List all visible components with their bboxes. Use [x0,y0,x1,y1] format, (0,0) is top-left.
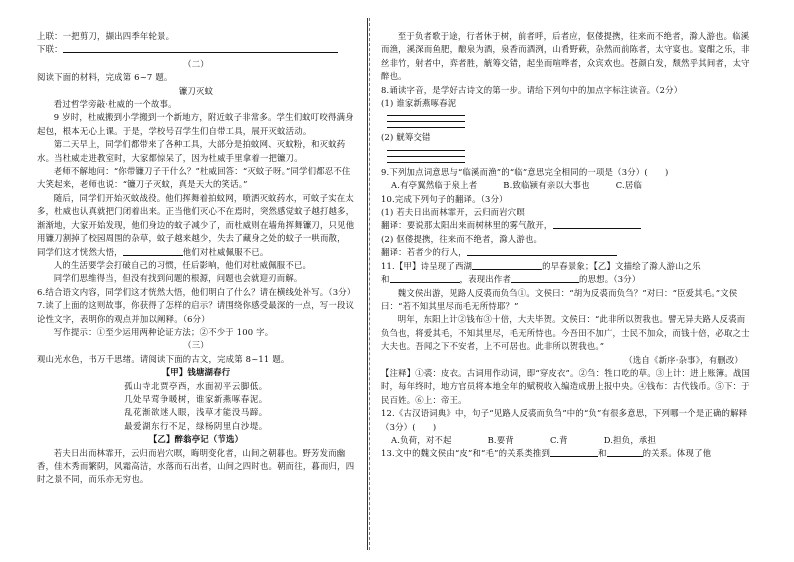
pinyin-line[interactable] [387,157,465,163]
poem-line: 最爱湖东行不足，绿杨阴里白沙堤。 [124,420,268,431]
q11-blank-3[interactable] [511,273,579,283]
couplet-lower-blank[interactable] [63,43,338,53]
story-para: 9 岁时，杜威搬到小学搬到一个新地方，附近蚊子非常多。学生们蚊叮咬得满身起包，根本无心上课。于是，学校号召学生们自带工具，展开灭蚊活动。 [37,112,354,136]
right-column [381,30,753,461]
translation-2-blank[interactable] [467,246,617,256]
section2-title: （二） [183,58,209,69]
translation-1-blank[interactable] [553,219,641,229]
question-8: 8.诵读字音，是学好古诗文的第一步。请给下列句中的加点字标注读音。（2分） [381,84,683,95]
section3-title: （三） [183,340,209,351]
story-answer-blank[interactable] [123,246,183,256]
question-12: 12.《古汉语词典》中，句子“见路人反裘而负刍”中的“负”有很多意思，下列哪一个是正确的解释（3分）( ) [381,408,748,432]
question-11: 11.【甲】诗呈现了西湖 的早春景象；【乙】文描绘了滁人游山之乐 [381,260,701,271]
question-13: 13.文中的魏文侯由“皮”和“毛”的关系类推到 和 的关系。体现了他 [381,448,712,459]
question-9: 9.下列加点词意思与“临溪而渔”的“临”意思完全相同的一项是（3分）( ) [381,166,669,177]
column-divider [367,18,368,550]
poem-title: 【甲】钱塘湖春行 [161,367,231,378]
q13-blank-2[interactable] [607,447,643,457]
option-a[interactable]: A.负荷，对不起 [391,434,452,445]
translation-2: 翻译：若者少的行人， [381,246,753,259]
translation-1: 翻译：要说那太阳出来而树林里的雾气散开， [381,219,753,232]
story-para: 同学们思维得当，但没有找到问题的根源，问题也会就迎刃而解。 [53,273,303,284]
option-b[interactable]: B.要背 [487,434,514,445]
passage-c: 魏文侯出游，见路人反裘而负刍①。文侯曰：“胡为反裘而负刍？”对曰：“臣爱其毛。”文侯曰：“若不知其里尽而毛无所恃耶？” [381,287,738,311]
passage-c-cont: 明年，东阳上计②钱布③十倍，大夫毕贺。文侯曰：“此非所以贺我也。譬无异夫路人反裘而负刍也，将爱其毛，不知其里尽，毛无所恃也。今吾田不加广，士民不加众，而钱十倍，必取之士大夫也。吾闻之下不安者，上不可居也。此非所以贺我也。” [381,314,750,352]
story-title: 镰刀灭蚊 [178,85,214,96]
essay-text: 若夫日出而林霏开，云归而岩穴暝，晦明变化者，山间之朝暮也。野芳发而幽香，佳木秀而繁阴，风霜高洁，水落而石出者，山间之四时也。朝而往，暮而归，四时之景不同，而乐亦无穷也。 [37,447,355,485]
question-10-item-1: (1) 若夫日出而林霏开，云归而岩穴暝 [381,207,525,218]
story-para: 看过哲学旁敲·杜威的一个故事。 [53,99,177,110]
passage-source: （选自《新序·杂事》，有删改） [624,354,743,365]
couplet-lower: 下联： [37,43,355,56]
question-11-cont: 和 ，表现出作者 的思想。（3分） [381,274,641,285]
question-10-item-2: (2) 伛偻提携，往来而不绝者，滁人游也。 [381,233,543,244]
column-divider-dashed [369,18,370,550]
question-7-requirement: 写作提示：①至少运用两种论证方法；②不少于 100 字。 [53,326,274,337]
couplet-upper: 上联：一把剪刀，撷出四季年轮景。 [37,31,175,41]
annotation-note: 【注释】①裘：皮衣。古词用作动词，即“穿皮衣”。②刍：牲口吃的草。③上计：进上账簿。战国时，每年终时，地方官员将本地全年的赋税收入编造成册上报中央。④钱布：古代钱币。⑤下：于民百姓。⑥上：帝王。 [381,367,751,405]
essay-text-continued: 至于负者歌于途，行者休于树，前者呼，后者应，伛偻提携，往来而不绝者，滁人游也。临溪而渔，溪深而鱼肥，酿泉为酒，泉香而酒洌，山肴野蔌，杂然而前陈者，太守宴也。宴酣之乐，非丝非竹，射者中，弈者胜，觥筹交错，起坐而喧哗者，众宾欢也。苍颜白发，颓然乎其间者，太守醉也。 [381,31,750,82]
option-c[interactable]: C.背 [549,434,568,445]
question-7: 7.读了上面的这则故事，你获得了怎样的启示？请围绕你感受最深的一点，写一段议论性文字，表明你的观点并加以阐释。（6分） [37,300,355,324]
question-8-item-2: (2) 觥筹交错 [381,132,431,143]
option-b[interactable]: B.致临颍有亲以大事也 [503,180,590,191]
question-8-item-1: (1) 谁家新燕啄春泥 [381,98,457,109]
pinyin-line[interactable] [387,122,465,128]
story-blank-line: 同学们这才恍然大悟， 他们对杜威佩服不已。 [37,246,269,257]
section2-intro: 阅读下面的材料，完成第 6~7 题。 [37,72,173,83]
option-c[interactable]: C.居临 [615,180,643,191]
option-d[interactable]: D.担负，承担 [603,434,657,445]
question-6: 6.结合语文内容，同学们这才恍然大悟，他们明白了什么？请在横线处补写。（3分） [37,286,356,297]
question-12-options [381,434,753,447]
question-9-options [381,179,753,192]
q13-blank-1[interactable] [550,447,598,457]
poem-line: 乱花渐欲迷人眼，浅草才能没马蹄。 [124,407,268,418]
essay-title: 【乙】醉翁亭记（节选） [148,434,244,445]
question-10: 10.完成下列句子的翻译。（3分） [381,193,508,204]
left-column [37,30,355,487]
story-para: 人的生活要学会打破自己的习惯，任后影响，他们对杜威佩服不已。 [53,259,312,270]
q11-blank-2[interactable] [390,273,460,283]
q11-blank-1[interactable] [472,260,542,270]
story-para: 随后，同学们开始灭蚊战役。他们挥舞着拍蚊网，喷洒灭蚊药水，可蚊子实在太多，杜威也认真就把门闭着出来。正当他们灭心不在焉时，突然感觉蚊子越打越多，渐渐地，大家开始发现，他们身边的蚊子减少了，而杜威则在墙角挥舞镰刀，只见他用镰刀割掉了校园周围的杂草，蚊子越来越少，失去了藏身之处的蚊子一哄而散， [37,192,355,244]
section3-intro: 观山光水色，书万千思绪。请阅读下面的古文，完成第 8~11 题。 [37,353,290,364]
poem-line: 几处早莺争暖树，谁家新燕啄春泥。 [124,393,268,404]
story-para: 老师不解地问：“你带镰刀子干什么？”杜威回答：“灭蚊子呀。”同学们都忍不住大笑起来，老师也说：“镰刀子灭蚊，真是天大的笑话。” [37,166,351,190]
option-a[interactable]: A.有亭翼然临于泉上者 [391,180,478,191]
story-para: 第二天早上，同学们都带来了各种工具，大部分是拍蚊网、灭蚊粉，和灭蚊药水。当杜威走进教室时，大家都惊呆了，因为杜威手里拿着一把镰刀。 [37,139,346,163]
poem-line: 孤山寺北贾亭西，水面初平云脚低。 [124,380,268,391]
